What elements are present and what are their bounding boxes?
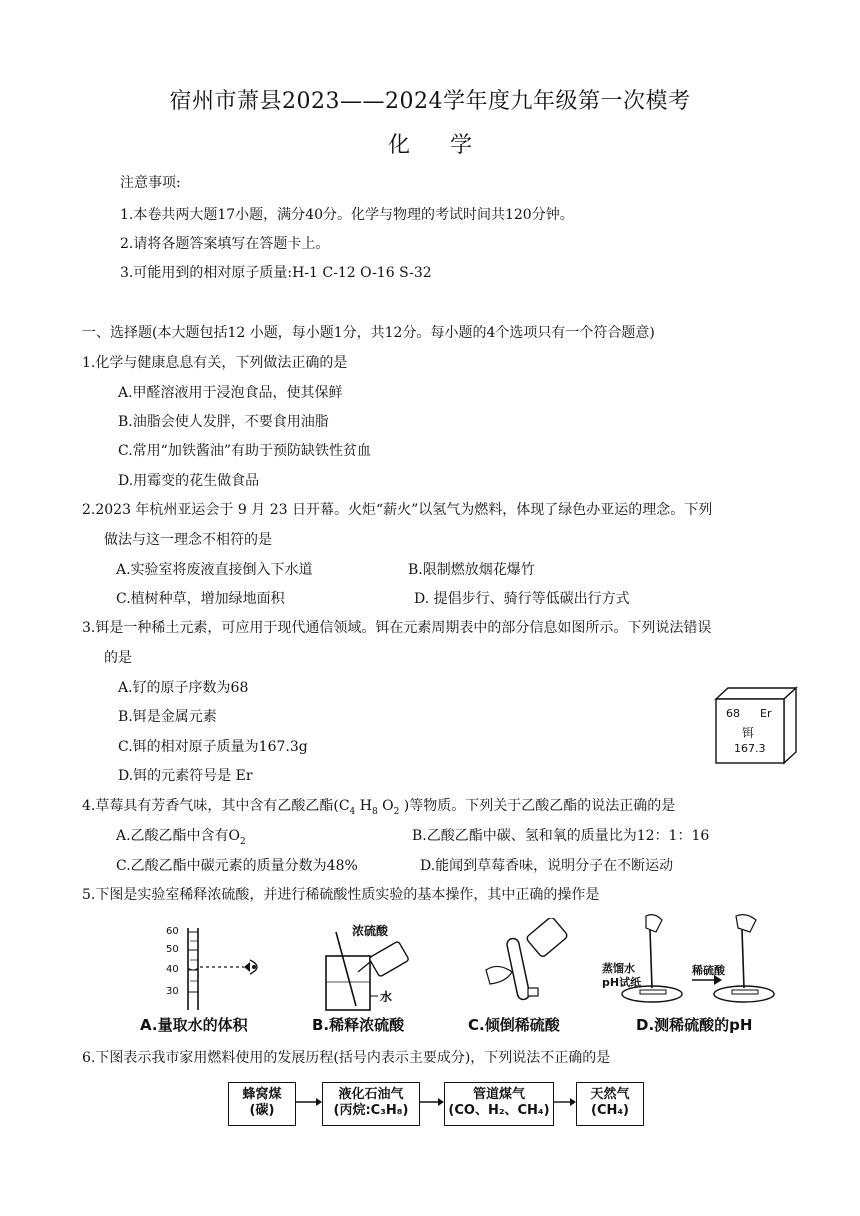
q2-stem-line1: 2.2023 年杭州亚运会于 9 月 23 日开幕。火炬“薪火”以氢气为燃料，体现了绿色办亚运的理念。下列 xyxy=(82,502,713,518)
figure-b-water-label: 水 xyxy=(380,990,393,1004)
q3-stem-line2: 的是 xyxy=(104,650,132,666)
element-number: 68 xyxy=(726,707,740,720)
element-symbol: Er xyxy=(760,707,772,720)
figure-d-acid-label: 稀硫酸 xyxy=(692,964,725,977)
element-name: 铒 xyxy=(742,726,755,740)
flow-arrow-2-icon xyxy=(420,1096,450,1108)
q4-stem-suffix: )等物质。下列关于乙酸乙酯的说法正确的是 xyxy=(399,798,676,814)
element-mass: 167.3 xyxy=(734,742,766,755)
q2-option-d: D. 提倡步行、骑行等低碳出行方式 xyxy=(414,591,630,607)
q4-sub-c: 4 xyxy=(349,806,356,817)
q4-option-a-sub: 2 xyxy=(240,836,246,847)
flow-arrow-1-icon xyxy=(296,1096,326,1108)
q6-stem: 6.下图表示我市家用燃料使用的发展历程(括号内表示主要成分)，下列说法不正确的是 xyxy=(82,1050,611,1066)
figure-d-ph xyxy=(596,910,786,1012)
notice-item-3: 3.可能用到的相对原子质量:H-1 C-12 O-16 S-32 xyxy=(120,265,432,281)
q2-option-b: B.限制燃放烟花爆竹 xyxy=(408,562,535,578)
figure-a-cylinder xyxy=(140,920,280,1020)
flow-box-3 xyxy=(444,1082,554,1126)
notice-heading: 注意事项: xyxy=(120,175,181,191)
notice-item-2: 2.请将各题答案填写在答题卡上。 xyxy=(120,236,330,252)
q4-o: O xyxy=(377,798,394,814)
q4-stem-prefix: 4.草莓具有芳香气味，其中含有乙酸乙酯(C xyxy=(82,798,350,814)
q1-option-b: B.油脂会使人发胖，不要食用油脂 xyxy=(118,414,329,430)
figure-b-dilution xyxy=(312,922,422,1016)
q4-option-d: D.能闻到草莓香味，说明分子在不断运动 xyxy=(420,858,674,874)
exam-title: 宿州市萧县2023——2024学年度九年级第一次模考 xyxy=(169,89,691,114)
flow-box-4-name: 天然气 xyxy=(590,1087,630,1102)
q3-option-b: B.铒是金属元素 xyxy=(118,709,217,725)
figure-c-caption: C.倾倒稀硫酸 xyxy=(468,1016,560,1034)
q4-option-a xyxy=(116,825,246,847)
q3-option-c: C.铒的相对原子质量为167.3g xyxy=(118,739,308,755)
figure-d-water-label: 蒸馏水 xyxy=(602,962,635,975)
flow-box-3-name: 管道煤气 xyxy=(472,1087,525,1102)
flow-box-1 xyxy=(228,1082,296,1126)
q1-stem: 1.化学与健康息息有关，下列做法正确的是 xyxy=(82,355,348,371)
flow-box-1-comp: (碳) xyxy=(249,1103,275,1118)
flow-box-2 xyxy=(322,1082,420,1126)
cyl-tick-40: 40 xyxy=(166,964,179,975)
figure-b-caption: B.稀释浓硫酸 xyxy=(312,1016,405,1034)
q4-stem xyxy=(82,795,675,817)
q4-option-b: B.乙酸乙酯中碳、氢和氧的质量比为12：1：16 xyxy=(412,828,710,844)
q5-stem: 5.下图是实验室稀释浓硫酸，并进行稀硫酸性质实验的基本操作，其中正确的操作是 xyxy=(82,887,600,903)
flow-arrow-3-icon xyxy=(554,1096,584,1108)
cyl-tick-50: 50 xyxy=(166,944,179,955)
q4-sub-o: 2 xyxy=(393,806,400,817)
notice-item-1: 1.本卷共两大题17小题，满分40分。化学与物理的考试时间共120分钟。 xyxy=(120,207,574,223)
flow-box-4-comp: (CH₄) xyxy=(591,1103,629,1118)
flow-box-2-comp: (丙烷:C₃H₈) xyxy=(333,1103,409,1118)
q1-option-d: D.用霉变的花生做食品 xyxy=(118,473,260,489)
flow-box-1-name: 蜂窝煤 xyxy=(242,1087,282,1102)
q4-h: H xyxy=(355,798,372,814)
q4-option-a-text: A.乙酸乙酯中含有O xyxy=(116,828,241,844)
measuring-cylinder-icon xyxy=(140,920,280,1020)
cyl-tick-30: 30 xyxy=(166,986,179,997)
figure-b-acid-label: 浓硫酸 xyxy=(352,924,389,938)
q2-stem-line2: 做法与这一理念不相符的是 xyxy=(104,532,272,548)
figure-d-caption: D.测稀硫酸的pH xyxy=(636,1016,753,1034)
flow-box-3-comp: (CO、H₂、CH₄) xyxy=(448,1103,550,1118)
q1-option-c: C.常用“加铁酱油”有助于预防缺铁性贫血 xyxy=(118,443,371,459)
q2-option-a: A.实验室将废液直接倒入下水道 xyxy=(116,562,313,578)
q2-option-c: C.植树种草，增加绿地面积 xyxy=(116,591,285,607)
element-cell-figure xyxy=(714,686,798,766)
q3-option-d: D.铒的元素符号是 Er xyxy=(118,768,253,784)
q4-sub-h: 8 xyxy=(371,806,378,817)
test-tube-pouring-icon xyxy=(468,918,578,1014)
figure-a-caption: A.量取水的体积 xyxy=(140,1016,248,1034)
q3-option-a: A.钌的原子序数为68 xyxy=(118,680,249,696)
flow-box-2-name: 液化石油气 xyxy=(338,1087,404,1102)
q1-option-a: A.甲醛溶液用于浸泡食品，使其保鲜 xyxy=(118,385,343,401)
cyl-tick-60: 60 xyxy=(166,926,179,937)
q3-stem-line1: 3.铒是一种稀土元素，可应用于现代通信领域。铒在元素周期表中的部分信息如图所示。下列说法错误 xyxy=(82,620,712,636)
subject-title: 化学 xyxy=(387,133,512,158)
figure-d-paper-label: pH试纸 xyxy=(602,976,642,989)
flow-box-4 xyxy=(576,1082,644,1126)
figure-c-pouring xyxy=(468,918,578,1014)
section-heading: 一、选择题(本大题包括12 小题，每小题1分，共12分。每小题的4个选项只有一个符合题意) xyxy=(82,325,655,341)
q4-option-c: C.乙酸乙酯中碳元素的质量分数为48% xyxy=(116,858,358,874)
